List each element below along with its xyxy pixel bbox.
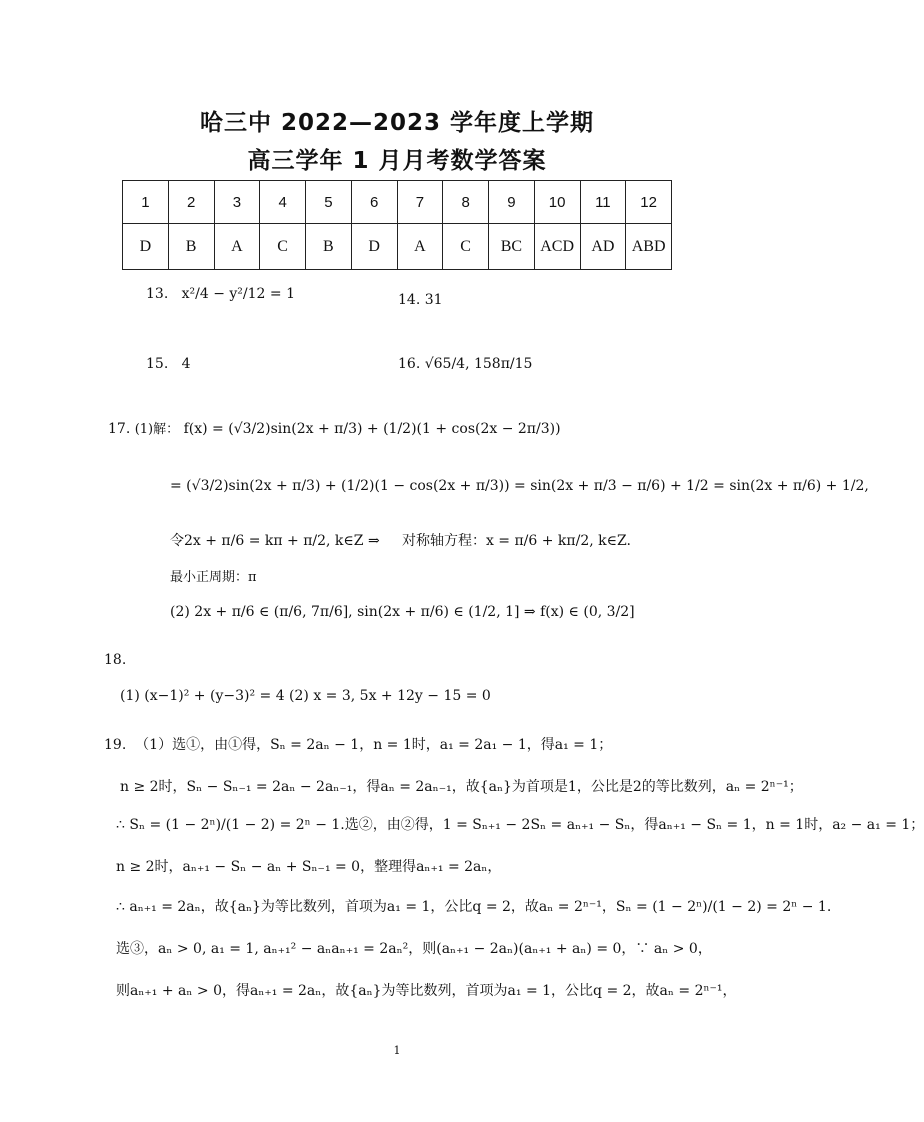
page-title-line1: 哈三中 2022—2023 学年度上学期: [199, 110, 595, 136]
answer-table-answer-cell: C: [260, 224, 306, 270]
answer-table-answer-cell: A: [214, 224, 260, 270]
answer-table-answer-cell: BC: [489, 224, 535, 270]
answer-table-answer-cell: C: [443, 224, 489, 270]
answer-table-answer-cell: B: [168, 224, 214, 270]
page-number: 1: [393, 1044, 401, 1057]
q18-label: 18.: [104, 652, 127, 668]
q16-answer: √65/4, 158π/15: [424, 356, 533, 372]
q17-part1-intro: (1)解：: [134, 422, 180, 437]
answer-table-number-cell: 5: [306, 181, 352, 224]
q17-line3a: 令2x + π/6 = kπ + π/2, k∈Z ⇒: [170, 533, 380, 549]
answer-table-number-cell: 11: [580, 181, 626, 224]
q15-label: 15.: [146, 356, 169, 372]
q19-text-1: （1）选①，由①得，Sₙ = 2aₙ − 1，n = 1时，a₁ = 2a₁ − 1，得a₁ = 1；: [135, 737, 613, 753]
q17-line4: 最小正周期：π: [170, 570, 257, 585]
q17-line3: [170, 530, 631, 550]
q14-label: 14.: [398, 292, 421, 308]
q18-line1: (1) (x−1)² + (y−3)² = 4 (2) x = 3, 5x + 12y − 15 = 0: [120, 688, 491, 704]
q15: [146, 356, 191, 372]
answer-table-number-cell: 2: [168, 181, 214, 224]
answer-table-answer-cell: ACD: [534, 224, 580, 270]
answer-table: [122, 180, 672, 270]
answer-table-answer-cell: A: [397, 224, 443, 270]
answer-table-number-cell: 8: [443, 181, 489, 224]
q15-answer: 4: [181, 356, 191, 372]
q13-label: 13.: [146, 286, 169, 302]
q19-line1: [104, 734, 612, 754]
answer-table-answer-cell: D: [351, 224, 397, 270]
q17-line1: [108, 418, 561, 437]
answer-table-answer-row: [123, 224, 672, 270]
answer-table-number-cell: 6: [351, 181, 397, 224]
q19-text-4: n ≥ 2时，aₙ₊₁ − Sₙ − aₙ + Sₙ₋₁ = 0，整理得aₙ₊₁ = 2aₙ，: [116, 859, 502, 875]
q17-line3b: 对称轴方程：x = π/6 + kπ/2, k∈Z.: [401, 533, 631, 549]
answer-table-answer-cell: B: [306, 224, 352, 270]
q19-label: 19.: [104, 737, 127, 753]
answer-table-number-cell: 9: [489, 181, 535, 224]
q19-text-6: 选③，aₙ > 0, a₁ = 1, aₙ₊₁² − aₙaₙ₊₁ = 2aₙ²，则(aₙ₊₁ − 2aₙ)(aₙ₊₁ + aₙ) = 0，∵ aₙ > 0，: [116, 941, 712, 957]
answer-table-number-cell: 10: [534, 181, 580, 224]
answer-table-answer-cell: ABD: [626, 224, 672, 270]
q13: [146, 286, 295, 302]
q19-text-3: ∴ Sₙ = (1 − 2ⁿ)/(1 − 2) = 2ⁿ − 1.选②，由②得，1 = Sₙ₊₁ − 2Sₙ = aₙ₊₁ − Sₙ，得aₙ₊₁ − Sₙ = 1，n = 1时，a₂ − a₁ = 1；: [116, 817, 924, 833]
page-title-line2: 高三学年 1 月月考数学答案: [247, 148, 547, 174]
answer-table-number-cell: 12: [626, 181, 672, 224]
q19-text-7: 则aₙ₊₁ + aₙ > 0，得aₙ₊₁ = 2aₙ，故{aₙ}为等比数列，首项为a₁ = 1，公比q = 2，故aₙ = 2ⁿ⁻¹，: [116, 983, 737, 999]
answer-table-number-cell: 1: [123, 181, 169, 224]
q13-answer: x²/4 − y²/12 = 1: [181, 286, 295, 302]
answer-table-number-cell: 4: [260, 181, 306, 224]
answer-table-number-cell: 7: [397, 181, 443, 224]
answer-table-answer-cell: AD: [580, 224, 626, 270]
q14: [398, 292, 443, 308]
q17-formula1: f(x) = (√3/2)sin(2x + π/3) + (1/2)(1 + cos(2x − 2π/3)): [183, 421, 561, 437]
q14-answer: 31: [424, 292, 443, 308]
q16-label: 16.: [398, 356, 421, 372]
q17-line5: (2) 2x + π/6 ∈ (π/6, 7π/6], sin(2x + π/6) ∈ (1/2, 1] ⇒ f(x) ∈ (0, 3/2]: [170, 604, 635, 620]
q19-text-5: ∴ aₙ₊₁ = 2aₙ，故{aₙ}为等比数列，首项为a₁ = 1，公比q = 2，故aₙ = 2ⁿ⁻¹，Sₙ = (1 − 2ⁿ)/(1 − 2) = 2ⁿ − 1.: [116, 899, 832, 915]
q16: [398, 356, 532, 372]
answer-table-answer-cell: D: [123, 224, 169, 270]
q19-text-2: n ≥ 2时，Sₙ − Sₙ₋₁ = 2aₙ − 2aₙ₋₁，得aₙ = 2aₙ₋₁，故{aₙ}为首项是1，公比是2的等比数列，aₙ = 2ⁿ⁻¹；: [120, 779, 803, 795]
q17-line2: = (√3/2)sin(2x + π/3) + (1/2)(1 − cos(2x + π/3)) = sin(2x + π/3 − π/6) + 1/2 = sin(2x + π/6) + 1/2,: [170, 478, 869, 494]
answer-table-number-row: [123, 181, 672, 224]
answer-table-number-cell: 3: [214, 181, 260, 224]
q17-label: 17.: [108, 421, 131, 437]
